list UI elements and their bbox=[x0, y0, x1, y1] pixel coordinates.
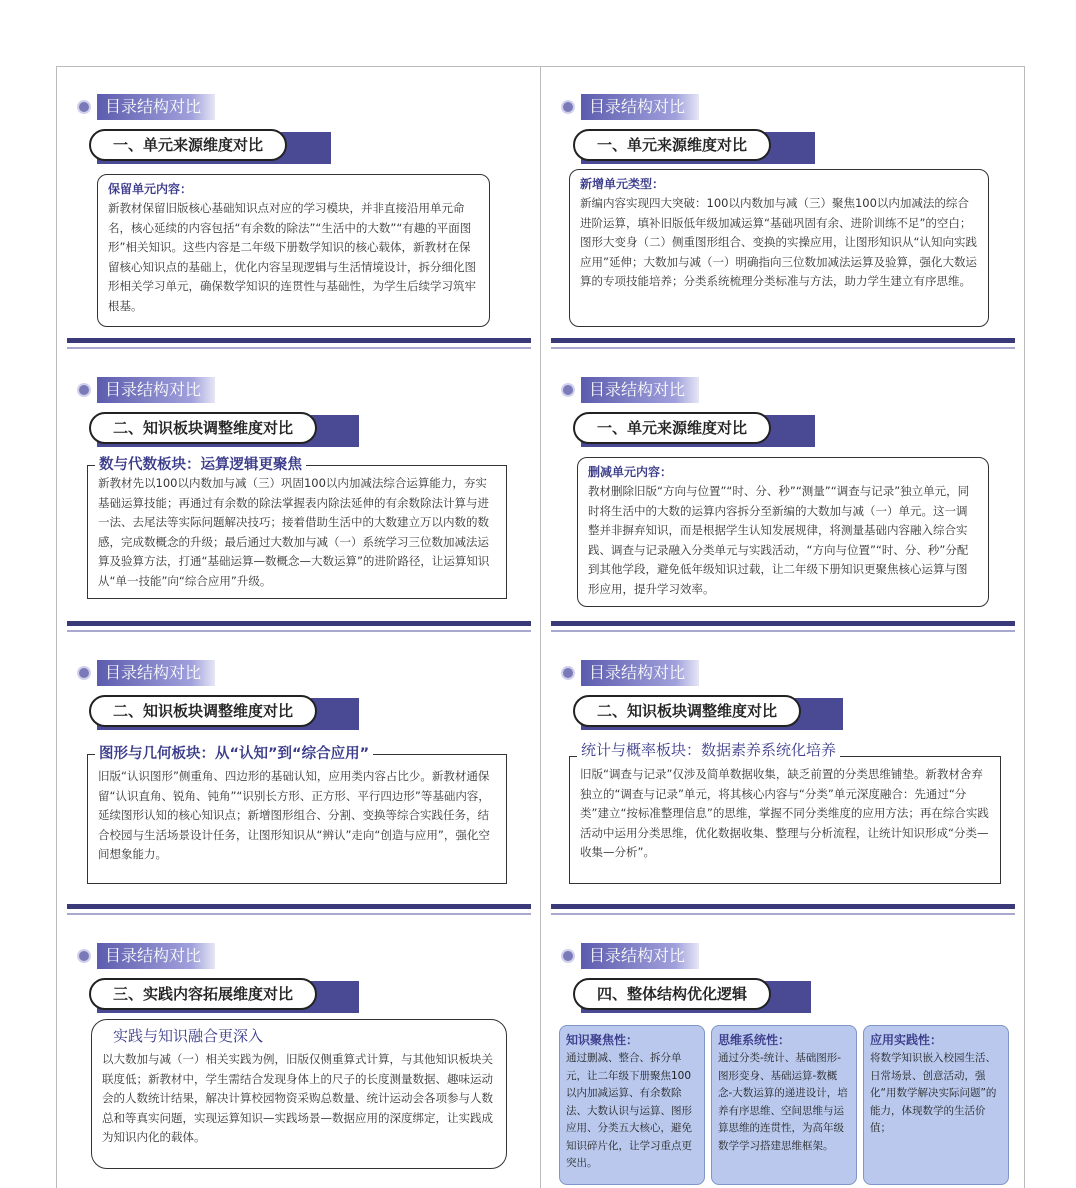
panel-4 bbox=[541, 349, 1025, 632]
section-badge bbox=[79, 92, 215, 122]
bottom-rule bbox=[67, 338, 531, 343]
panel-1 bbox=[57, 66, 541, 349]
subsection-heading: 实践与知识融合更深入 bbox=[109, 1025, 267, 1046]
section-badge bbox=[79, 941, 215, 971]
box-text: 旧版“调查与记录”仅涉及简单数据收集，缺乏前置的分类思维铺垫。新教材舍弃独立的“调查与记录”单元，将其核心内容与“分类”单元深度融合：先通过“分类”建立“按标准整理信息”的思维，掌握不同分类维度的应用方法；再在综合实践活动中运用分类思维，优化数据收集、整理与分析流程，让统计知识形成“分类—收集—分析”。 bbox=[580, 767, 989, 859]
content-box bbox=[97, 174, 490, 327]
section-pill: 一、单元来源维度对比 bbox=[573, 412, 771, 444]
column-text: 通过删减、整合、拆分单元，让二年级下册聚焦100以内加减运算、有余数除法、大数认识与运算、图形应用、分类五大核心，避免知识碎片化，让学习重点更突出。 bbox=[566, 1052, 692, 1169]
section-pill: 一、单元来源维度对比 bbox=[573, 129, 771, 161]
panel-3 bbox=[57, 349, 541, 632]
box-text: 新教材先以100以内数加与减（三）巩固100以内加减法综合运算能力，夯实基础运算技能；再通过有余数的除法掌握表内除法延伸的有余数除法计算与进一法、去尾法等实际问题解决技巧；接着借助生活中的大数建立万以内数的数感，完成数概念的升级；最后通过大数加与减（一）系统学习三位数加减法运算及验算方法，打通“基础运算—数概念—大数运算”的进阶路径，让运算知识从“单一技能”向“综合应用”升级。 bbox=[98, 476, 490, 588]
badge-label: 目录结构对比 bbox=[581, 377, 699, 403]
content-box bbox=[569, 756, 1001, 884]
badge-label: 目录结构对比 bbox=[97, 660, 215, 686]
bottom-rule bbox=[67, 621, 531, 626]
bullet-dot bbox=[563, 951, 573, 961]
box-title: 删减单元内容： bbox=[588, 465, 673, 479]
bullet-dot bbox=[563, 385, 573, 395]
section-badge bbox=[563, 941, 699, 971]
box-title: 新增单元类型： bbox=[580, 177, 665, 191]
badge-label: 目录结构对比 bbox=[97, 943, 215, 969]
panel-8 bbox=[541, 915, 1025, 1188]
section-badge bbox=[79, 375, 215, 405]
bottom-rule bbox=[551, 621, 1015, 626]
column-title: 应用实践性： bbox=[870, 1033, 943, 1047]
section-pill: 一、单元来源维度对比 bbox=[89, 129, 287, 161]
box-text: 教材删除旧版“方向与位置”“时、分、秒”“测量”“调查与记录”独立单元，同时将生活中的大数的运算内容拆分至新编的大数加与减（一）单元。这一调整并非摒弃知识，而是根据学生认知发展规律，将测量基础内容融入综合实践、调查与记录融入分类单元与实践活动，“方向与位置”“时、分、秒”分配到其他学段，避免低年级知识过载，让二年级下册知识更聚焦核心运算与图形应用，提升学习效率。 bbox=[588, 484, 970, 596]
box-text: 以大数加与减（一）相关实践为例，旧版仅侧重算式计算，与其他知识板块关联度低；新教材中，学生需结合发现身体上的尺子的长度测量数据、趣味运动会的人数统计结果，解决计算校园物资采购总数量、统计运动会各项参与人数总和等真实问题，实现运算知识—实践场景—数据应用的深度绑定，让实践成为知识内化的载体。 bbox=[102, 1052, 493, 1144]
summary-column bbox=[863, 1025, 1009, 1185]
box-title: 保留单元内容： bbox=[108, 182, 193, 196]
section-badge bbox=[563, 658, 699, 688]
bullet-dot bbox=[563, 668, 573, 678]
column-text: 通过分类-统计、基础图形-图形变身、基础运算-数概念-大数运算的递进设计，培养有序思维、空间思维与运算思维的连贯性，为高年级数学学习搭建思维框架。 bbox=[718, 1052, 848, 1152]
column-title: 知识聚焦性： bbox=[566, 1033, 639, 1047]
content-box bbox=[87, 465, 507, 599]
content-box bbox=[577, 457, 989, 607]
badge-label: 目录结构对比 bbox=[581, 660, 699, 686]
badge-label: 目录结构对比 bbox=[581, 94, 699, 120]
badge-label: 目录结构对比 bbox=[97, 94, 215, 120]
bottom-rule bbox=[551, 904, 1015, 909]
section-pill: 四、整体结构优化逻辑 bbox=[573, 978, 771, 1010]
panel-7 bbox=[57, 915, 541, 1188]
section-badge bbox=[79, 658, 215, 688]
bottom-rule bbox=[551, 338, 1015, 343]
box-text: 旧版“认识图形”侧重角、四边形的基础认知，应用类内容占比少。新教材通保留“认识直角、锐角、钝角”“识别长方形、正方形、平行四边形”等基础内容，延续图形认知的核心知识点；新增图形组合、分割、变换等综合实践任务，结合校园与生活场景设计任务，让图形知识从“辨认”走向“创造与应用”，强化空间想象能力。 bbox=[98, 769, 490, 861]
bullet-dot bbox=[79, 385, 89, 395]
section-pill: 三、实践内容拓展维度对比 bbox=[89, 978, 317, 1010]
subsection-heading: 统计与概率板块：数据素养系统化培养 bbox=[577, 739, 840, 760]
bottom-rule bbox=[67, 904, 531, 909]
subsection-heading: 数与代数板块：运算逻辑更聚焦 bbox=[95, 453, 306, 474]
content-box bbox=[87, 754, 507, 884]
bullet-dot bbox=[79, 951, 89, 961]
summary-columns bbox=[559, 1025, 1009, 1185]
section-pill: 二、知识板块调整维度对比 bbox=[573, 695, 801, 727]
bullet-dot bbox=[563, 102, 573, 112]
badge-label: 目录结构对比 bbox=[581, 943, 699, 969]
panel-6 bbox=[541, 632, 1025, 915]
content-box bbox=[569, 169, 989, 327]
panel-5 bbox=[57, 632, 541, 915]
panel-2 bbox=[541, 66, 1025, 349]
subsection-heading: 图形与几何板块：从“认知”到“综合应用” bbox=[95, 742, 373, 763]
summary-column bbox=[711, 1025, 857, 1185]
badge-label: 目录结构对比 bbox=[97, 377, 215, 403]
bullet-dot bbox=[79, 668, 89, 678]
box-text: 新教材保留旧版核心基础知识点对应的学习模块，并非直接沿用单元命名，核心延续的内容包括“有余数的除法”“生活中的大数”“有趣的平面图形”相关知识。这些内容是二年级下册数学知识的核心载体，新教材在保留核心知识点的基础上，优化内容呈现逻辑与生活情境设计，拆分细化图形相关学习单元，确保数学知识的连贯性与基础性，为学生后续学习筑牢根基。 bbox=[108, 201, 476, 313]
section-pill: 二、知识板块调整维度对比 bbox=[89, 412, 317, 444]
column-text: 将数学知识嵌入校园生活、日常场景、创意活动，强化“用数学解决实际问题”的能力，体现数学的生活价值； bbox=[870, 1052, 997, 1134]
section-pill: 二、知识板块调整维度对比 bbox=[89, 695, 317, 727]
bullet-dot bbox=[79, 102, 89, 112]
column-title: 思维系统性： bbox=[718, 1033, 791, 1047]
section-badge bbox=[563, 375, 699, 405]
summary-column bbox=[559, 1025, 705, 1185]
section-badge bbox=[563, 92, 699, 122]
box-text: 新编内容实现四大突破：100以内数加与减（三）聚焦100以内加减法的综合进阶运算，填补旧版低年级加减运算“基础巩固有余、进阶训练不足”的空白；图形大变身（二）侧重图形组合、变换的实操应用，让图形知识从“认知向实践应用”延伸；大数加与减（一）明确指向三位数加减法运算及验算，强化大数运算的专项技能培养；分类系统梳理分类标准与方法，助力学生建立有序思维。 bbox=[580, 196, 977, 288]
